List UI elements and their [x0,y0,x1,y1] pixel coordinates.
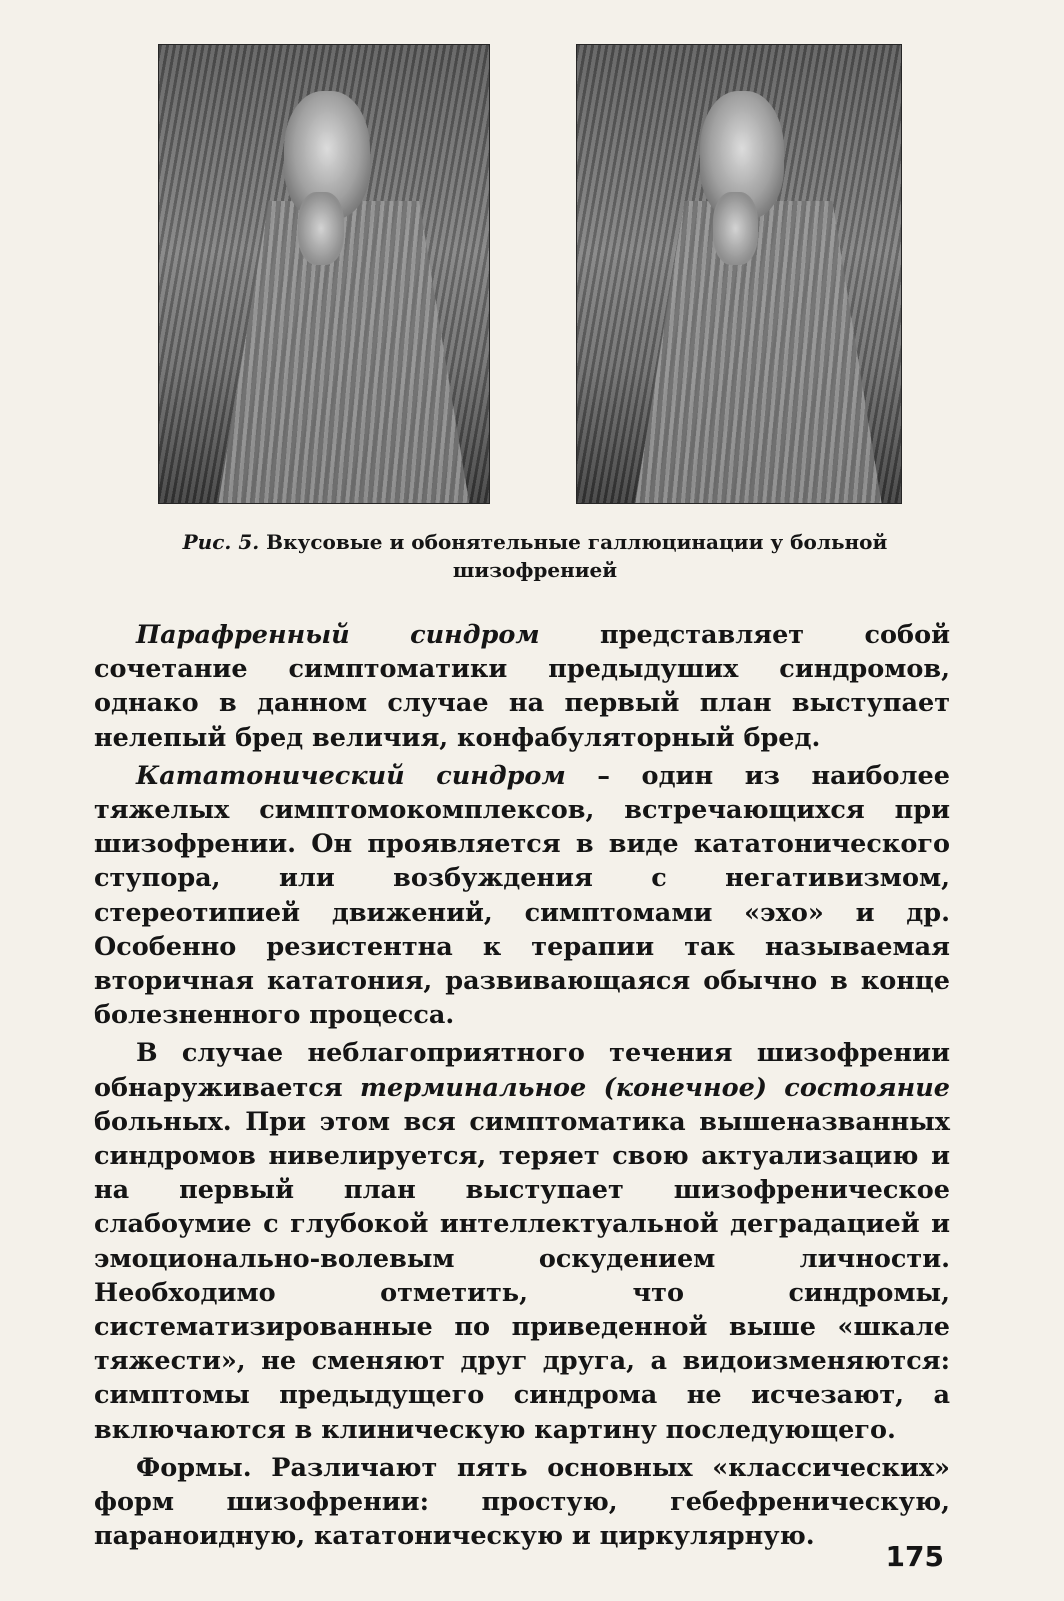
paragraph-text: – один из наиболее тяжелых симптомокомплексов, встречающихся при шизофрении. Он проявляется в виде кататонического ступора, или возбуждения с негативизмом, стереотипией движений, симптомами «эхо» и др. Особенно резистентна к терапии так называемая вторичная кататония, развивающаяся обычно в конце болезненного процесса. [94,760,950,1031]
photo-patient-right [576,44,902,504]
paragraph-terminal [94,1036,950,1446]
photo-hand [298,192,344,265]
term-catatonic: Кататонический синдром [136,760,566,791]
term-forms: Формы. [136,1452,252,1483]
photo-body [635,201,881,503]
paragraph-text: Различают пять основных «классических» форм шизофрении: простую, гебефреническую, параноидную, кататоническую и циркулярную. [94,1452,950,1552]
figure-caption-text: Вкусовые и обонятельные галлюцинации у больной шизофренией [259,530,888,582]
paragraph-text: представляет собой сочетание симптоматики предыдуших синдромов, однако в данном случае на первый план выступает нелепый бред величия, конфабуляторный бред. [94,620,950,753]
paragraph-forms [94,1451,950,1554]
paragraph-text: В случае неблагоприятного течения шизофрении обнаруживается [94,1038,950,1103]
figure-caption [120,528,950,584]
paragraph-text: больных. При этом вся симптоматика вышеназванных синдромов нивелируется, теряет свою актуализацию и на первый план выступает шизофреническое слабоумие с глубокой интеллектуальной деградацией и эмоционально-волевым оскудением личности. Необходимо отметить, что синдромы, систематизированные по приведенной выше «шкале тяжести», не сменяют друг друга, а видоизменяются: симптомы предыдущего синдрома не исчезают, а включаются в клиническую картину последующего. [94,1106,950,1445]
term-terminal: терминальное (конечное) состояние [360,1072,951,1103]
term-paraphrenic: Парафренный синдром [136,620,540,650]
page-number: 175 [885,1540,944,1573]
figure-label: Рис. 5. [182,530,260,554]
paragraph-catatonic [94,759,950,1033]
photo-patient-left [158,44,490,504]
body-text [94,618,950,1557]
photo-body [218,201,469,503]
photo-hand [713,192,758,265]
paragraph-paraphrenic [94,618,950,755]
figure-photos [158,44,904,506]
